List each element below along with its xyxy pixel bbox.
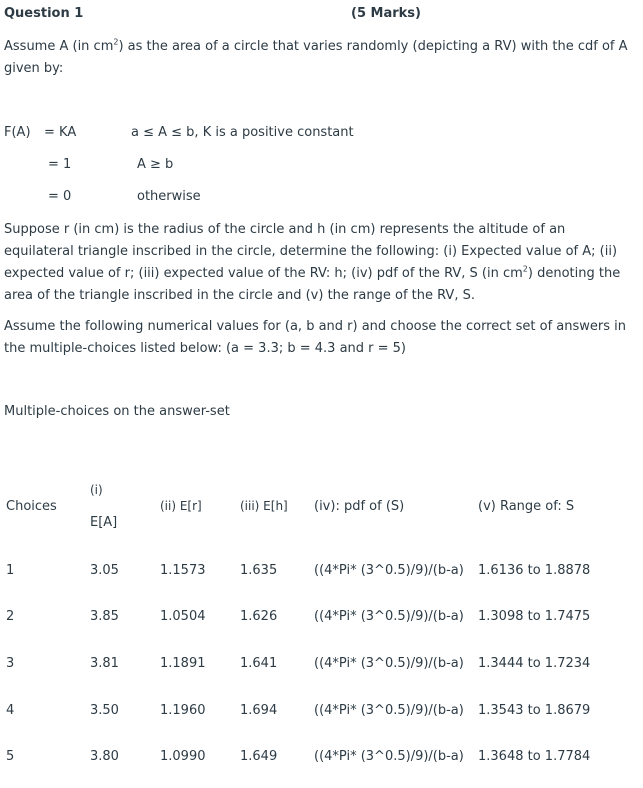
range-value: 1.3444 to 1.7234 — [478, 656, 591, 671]
expected-altitude-value: 1.641 — [240, 656, 278, 671]
expected-area-value: 3.85 — [90, 609, 119, 624]
expected-altitude-value: 1.649 — [240, 749, 278, 764]
range-value: 1.3098 to 1.7475 — [478, 609, 591, 624]
expected-radius-value: 1.0504 — [160, 609, 206, 624]
expected-area-value: 3.80 — [90, 749, 119, 764]
marks-label: (5 Marks) — [351, 6, 421, 21]
pdf-value: ((4*Pi* (3^0.5)/9)/(b-a) — [314, 749, 464, 764]
expected-area-value: 3.81 — [90, 656, 119, 671]
problem-superscript: 2 — [522, 264, 528, 274]
choice-number: 5 — [6, 749, 15, 764]
header-range: (v) Range of: S — [478, 499, 575, 514]
pdf-value: ((4*Pi* (3^0.5)/9)/(b-a) — [314, 656, 464, 671]
cdf-lhs: F(A) — [4, 125, 31, 140]
problem-text-end: ) denoting the area of the triangle inscribed in the circle and (v) the range of the RV, S. — [4, 266, 621, 303]
range-value: 1.6136 to 1.8878 — [478, 563, 591, 578]
expected-radius-value: 1.1891 — [160, 656, 206, 671]
cdf-value-2: = 1 — [48, 157, 72, 172]
intro-text-end: ) as the area of a circle that varies randomly (depicting a RV) with the cdf of A given by: — [4, 39, 628, 76]
choice-number: 3 — [6, 656, 15, 671]
expected-radius-value: 1.1960 — [160, 703, 206, 718]
pdf-value: ((4*Pi* (3^0.5)/9)/(b-a) — [314, 563, 464, 578]
cdf-value-3: = 0 — [48, 189, 72, 204]
header-i: (i) — [90, 483, 103, 497]
problem-text-start: Suppose r (in cm) is the radius of the circle and h (in cm) represents the altitude of an equilateral triangle inscribed in the circle, determine the following: (i) Expected value of A; (ii) expected value of r; (iii) expected value of the RV: h; (iv) pdf of the RV, S (in cm — [4, 222, 618, 281]
cdf-condition-3: otherwise — [137, 189, 201, 204]
intro-superscript: 2 — [113, 37, 119, 47]
cdf-value-1: = KA — [44, 125, 77, 140]
problem-paragraph — [4, 219, 636, 307]
header-pdf: (iv): pdf of (S) — [314, 499, 405, 514]
pdf-value: ((4*Pi* (3^0.5)/9)/(b-a) — [314, 609, 464, 624]
header-choices: Choices — [6, 499, 57, 514]
header-expected-area: E[A] — [90, 515, 118, 530]
expected-area-value: 3.05 — [90, 563, 119, 578]
expected-radius-value: 1.1573 — [160, 563, 206, 578]
expected-area-value: 3.50 — [90, 703, 119, 718]
choice-number: 1 — [6, 563, 15, 578]
cdf-condition-2: A ≥ b — [137, 157, 174, 172]
question-title: Question 1 — [4, 6, 84, 21]
choice-number: 2 — [6, 609, 15, 624]
range-value: 1.3543 to 1.8679 — [478, 703, 591, 718]
choice-number: 4 — [6, 703, 15, 718]
pdf-value: ((4*Pi* (3^0.5)/9)/(b-a) — [314, 703, 464, 718]
header-expected-radius: (ii) E[r] — [160, 499, 202, 513]
assume-values-paragraph: Assume the following numerical values for (a, b and r) and choose the correct set of answers in the multiple-choices listed below: (a = 3.3; b = 4.3 and r = 5) — [4, 319, 626, 356]
multiple-choice-heading: Multiple-choices on the answer-set — [4, 404, 230, 419]
header-expected-altitude: (iii) E[h] — [240, 499, 288, 513]
cdf-condition-1: a ≤ A ≤ b, K is a positive constant — [131, 125, 354, 140]
expected-altitude-value: 1.626 — [240, 609, 278, 624]
range-value: 1.3648 to 1.7784 — [478, 749, 591, 764]
intro-paragraph — [4, 36, 636, 80]
expected-altitude-value: 1.694 — [240, 703, 278, 718]
intro-text-start: Assume A (in cm — [4, 39, 114, 54]
expected-altitude-value: 1.635 — [240, 563, 278, 578]
expected-radius-value: 1.0990 — [160, 749, 206, 764]
